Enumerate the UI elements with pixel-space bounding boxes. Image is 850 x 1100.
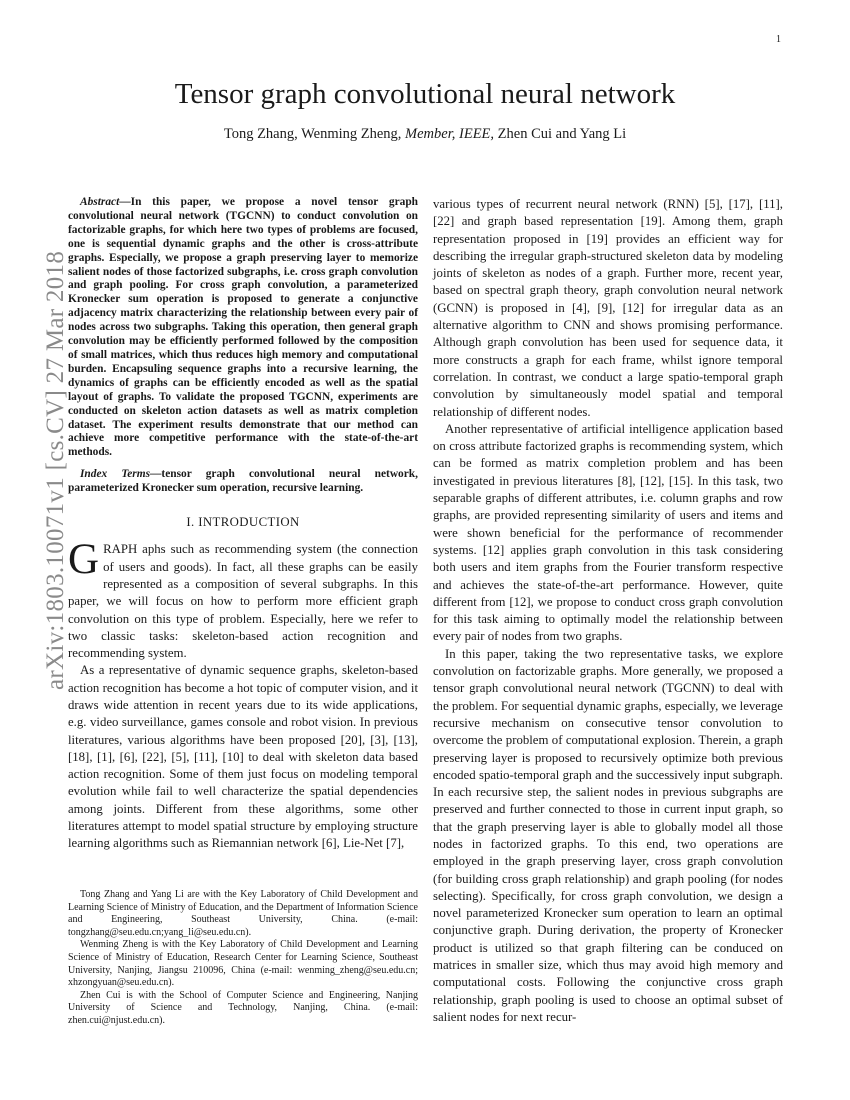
left-column (68, 196, 418, 853)
footnote-2: Wenming Zheng is with the Key Laboratory of Child Development and Learning Science of Ministry of Education, Research Center for Learning Science, Southeast University, Nanjing, Jiangsu 210096, China (e-mail: wenming_zheng@seu.edu.cn; xhzongyuan@seu.edu.cn). (68, 939, 418, 989)
author-line (0, 126, 850, 143)
page-number: 1 (776, 34, 781, 45)
right-column (433, 196, 783, 1026)
abstract-body: —In this paper, we propose a novel tensor graph convolutional neural network (TGCNN) to conduct convolution on factorizable graphs, for which here two types of problems are focused, one is sequential dynamic graphs and the other is cross-attribute graphs. Especially, we propose a graph preserving layer to memorize salient nodes of those factorized subgraphs, i.e. cross graph convolution and graph pooling. For cross graph convolution, a parameterized Kronecker sum operation is proposed to generate a conjunctive adjacency matrix characterizing the relationship between every pair of nodes across two subgraphs. Taking this operation, then general graph convolution may be efficiently performed followed by the composition of small matrices, which thus reduces high memory and computational burden. Encapsuling sequence graphs into a recursive learning, the dynamics of graphs can be efficiently encoded as well as the spatial layout of graphs. To validate the proposed TGCNN, experiments are conducted on skeleton action datasets as well as matrix completion dataset. The experiment results demonstrate that our method can achieve more competitive performance with the state-of-the-art methods. (68, 196, 418, 459)
paper-title: Tensor graph convolutional neural network (174, 78, 676, 110)
right-paragraph-2: Another representative of artificial intelligence application based on cross attribute factorized graphs is recommending system, which can be formed as matrix completion problem and has been investigated in previous literatures [8], [12], [15]. In this task, two separable graphs of different attributes, i.e. column graphs and row graphs, are provided representing similarity of users and items and were shown beneficial for the performance of recommender systems. [12] applies graph convolution in this task considering both users and item graphs from the Fourier transform respective and achieves the state-of-the-art performance. However, quite different from [12], we propose to conduct cross graph convolution for this task aiming to optimally model the relationship between every pair of nodes from two graphs. (433, 421, 783, 644)
intro-paragraph-2: As a representative of dynamic sequence graphs, skeleton-based action recognition has become a hot topic of computer vision, and it draws wide attention in recent years due to its wide applications, e.g. video surveillance, games console and robot vision. In previous literatures, various algorithms have been proposed [20], [3], [13], [18], [1], [6], [22], [5], [11], [10] to deal with skeleton data based action recognition. Some of them just focus on modeling temporal evolution while fail to well characterize the spatial dependencies among joints. Different from these algorithms, some other literatures attempt to model spatial structure by employing structure learning algorithms such as Riemannian network [6], Lie-Net [7], (68, 663, 418, 851)
arxiv-side-stamp: arXiv:1803.10071v1 [cs.CV] 27 Mar 2018 (42, 250, 69, 690)
index-terms-lead: Index Terms (80, 468, 151, 481)
index-terms (68, 468, 418, 496)
author-names-2: Zhen Cui and Yang Li (497, 126, 627, 142)
abstract-lead: Abstract (80, 196, 120, 208)
footnote-1: Tong Zhang and Yang Li are with the Key Laboratory of Child Development and Learning Science of Ministry of Education, and the Department of Information Science and Engineering, Southeast University, China. (e-mail: tongzhang@seu.edu.cn;yang_li@seu.edu.cn). (68, 889, 418, 938)
footnote-3: Zhen Cui is with the School of Computer Science and Engineering, Nanjing University of Science and Technology, Nanjing, China. (e-mail: zhen.cui@njust.edu.cn). (68, 989, 418, 1026)
index-terms-body: —tensor graph convolutional neural network, parameterized Kronecker sum operation, recursive learning. (68, 468, 418, 495)
author-names-1: Tong Zhang, Wenming Zheng, (223, 126, 402, 142)
abstract (68, 196, 418, 460)
author-footnotes (68, 889, 418, 1028)
intro-paragraph-1: GRAPH aphs such as recommending system (the connection of users and goods). In fact, all these graphs can be easily represented as a composition of several subgraphs. In this paper, we will focus on how to perform more efficient graph convolution on this type of problem. Especially, here we refer to two classic tasks: skeleton-based action recognition and recommending system. (68, 536, 418, 661)
author-role: Member, IEEE, (405, 126, 495, 142)
right-paragraph-3: In this paper, taking the two representative tasks, we explore convolution on factorizable graphs. More generally, we proposed a tensor graph convolutional neural network (TGCNN) to deal with the problem. For sequential dynamic graphs, especially, we leverage recursive mechanism on consecutive tensor convolution to overcome the problem of computational explosion. Therein, a graph preserving layer is proposed to recursively optimize both previous encoded spatio-temporal graph and the successively input subgraph. In each recursive step, the salient nodes in previous subgraphs are preserved and further connected to those in current input graph, so that the graph preserving layer is able to globally model all those nodes in factorized graphs. To this end, two operations are employed in the graph preserving layer, cross graph convolution (for building cross graph relationship) and graph pooling (for nodes selecting). Specifically, for cross graph convolution, we design a novel parameterized Kronecker sum operation to learn an optimal conjunctive graph. During derivation, the property of Kronecker product is utilized so that graph filtering can be conduced on matrices in smaller size, which thus may avoid high memory and computational costs. Following the conjunctive cross graph relationship, graph pooling is used to choose an optimal subset of salient nodes for next recur- (433, 646, 783, 1024)
section-heading-introduction: I. INTRODUCTION (186, 515, 300, 530)
right-paragraph-1: various types of recurrent neural network (RNN) [5], [17], [11], [22] and graph based representation [19]. Among them, graph representation proposed in [19] provides an efficient way for describing the irregular graph-structured skeleton data by modeling joints of skeleton as nodes of a graph. Further more, recent year, based on spectral graph theory, graph convolution neural network (GCNN) is proposed in [4], [9], [12] for irregular data as an alternative algorithm to CNN and shows promising performance. Although graph convolution has been used for sequence data, it more constructs a graph for each frame, whilst ignore temporal correlation. In contrast, we conduct a large spatio-temporal graph convolution by simultaneously model spatial and temporal relationship of different nodes. (433, 197, 783, 419)
